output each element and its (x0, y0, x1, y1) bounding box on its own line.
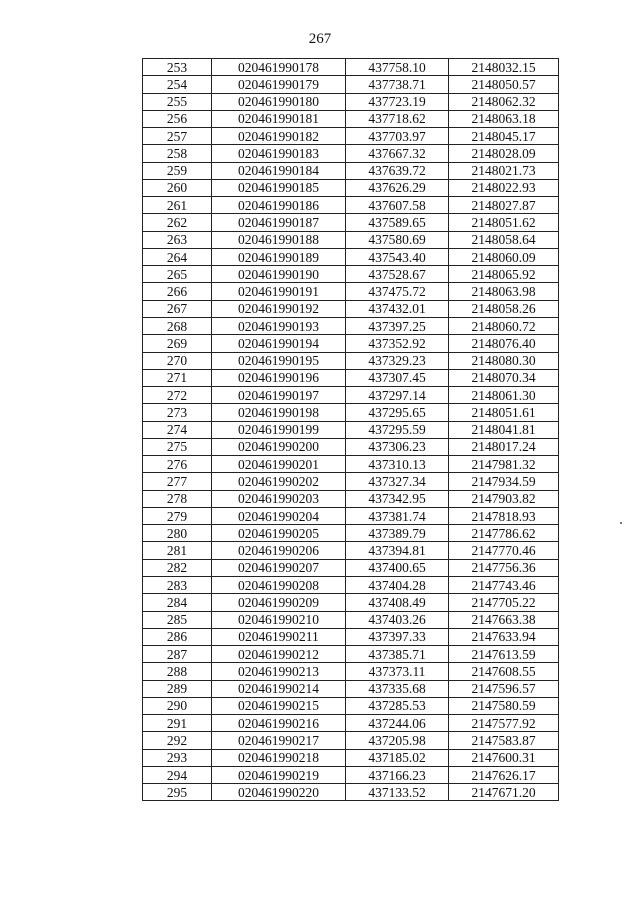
table-row (143, 369, 559, 386)
table-row (143, 749, 559, 766)
y-coordinate-cell: 2148063.18 (449, 110, 559, 127)
y-coordinate-cell: 2147596.57 (449, 680, 559, 697)
scan-speck (620, 522, 622, 524)
x-coordinate-cell: 437475.72 (346, 283, 449, 300)
x-coordinate-cell: 437373.11 (346, 663, 449, 680)
x-coordinate-cell: 437580.69 (346, 231, 449, 248)
x-coordinate-cell: 437381.74 (346, 507, 449, 524)
y-coordinate-cell: 2148027.87 (449, 197, 559, 214)
table-row (143, 404, 559, 421)
x-coordinate-cell: 437352.92 (346, 335, 449, 352)
x-coordinate-cell: 437639.72 (346, 162, 449, 179)
row-number-cell: 272 (143, 387, 212, 404)
point-id-cell: 020461990196 (212, 369, 346, 386)
coordinates-table (142, 58, 559, 801)
y-coordinate-cell: 2147626.17 (449, 766, 559, 783)
row-number-cell: 292 (143, 732, 212, 749)
point-id-cell: 020461990217 (212, 732, 346, 749)
x-coordinate-cell: 437307.45 (346, 369, 449, 386)
point-id-cell: 020461990208 (212, 576, 346, 593)
x-coordinate-cell: 437528.67 (346, 266, 449, 283)
y-coordinate-cell: 2148017.24 (449, 438, 559, 455)
table-row (143, 490, 559, 507)
y-coordinate-cell: 2147671.20 (449, 784, 559, 801)
point-id-cell: 020461990202 (212, 473, 346, 490)
x-coordinate-cell: 437306.23 (346, 438, 449, 455)
point-id-cell: 020461990186 (212, 197, 346, 214)
row-number-cell: 279 (143, 507, 212, 524)
y-coordinate-cell: 2147756.36 (449, 559, 559, 576)
table-row (143, 542, 559, 559)
y-coordinate-cell: 2147633.94 (449, 628, 559, 645)
y-coordinate-cell: 2147600.31 (449, 749, 559, 766)
table-row (143, 715, 559, 732)
x-coordinate-cell: 437607.58 (346, 197, 449, 214)
point-id-cell: 020461990185 (212, 179, 346, 196)
table-row (143, 76, 559, 93)
table-row (143, 525, 559, 542)
y-coordinate-cell: 2148076.40 (449, 335, 559, 352)
x-coordinate-cell: 437166.23 (346, 766, 449, 783)
y-coordinate-cell: 2148061.30 (449, 387, 559, 404)
table-row (143, 766, 559, 783)
row-number-cell: 269 (143, 335, 212, 352)
row-number-cell: 253 (143, 59, 212, 76)
point-id-cell: 020461990214 (212, 680, 346, 697)
row-number-cell: 284 (143, 594, 212, 611)
row-number-cell: 257 (143, 128, 212, 145)
table-row (143, 110, 559, 127)
x-coordinate-cell: 437703.97 (346, 128, 449, 145)
table-row (143, 680, 559, 697)
table-row (143, 732, 559, 749)
row-number-cell: 276 (143, 456, 212, 473)
y-coordinate-cell: 2147770.46 (449, 542, 559, 559)
point-id-cell: 020461990179 (212, 76, 346, 93)
x-coordinate-cell: 437397.33 (346, 628, 449, 645)
x-coordinate-cell: 437589.65 (346, 214, 449, 231)
x-coordinate-cell: 437205.98 (346, 732, 449, 749)
table-row (143, 507, 559, 524)
row-number-cell: 289 (143, 680, 212, 697)
y-coordinate-cell: 2147743.46 (449, 576, 559, 593)
point-id-cell: 020461990203 (212, 490, 346, 507)
point-id-cell: 020461990209 (212, 594, 346, 611)
x-coordinate-cell: 437389.79 (346, 525, 449, 542)
point-id-cell: 020461990181 (212, 110, 346, 127)
row-number-cell: 273 (143, 404, 212, 421)
point-id-cell: 020461990197 (212, 387, 346, 404)
x-coordinate-cell: 437285.53 (346, 697, 449, 714)
row-number-cell: 283 (143, 576, 212, 593)
y-coordinate-cell: 2147818.93 (449, 507, 559, 524)
table-row (143, 456, 559, 473)
x-coordinate-cell: 437185.02 (346, 749, 449, 766)
y-coordinate-cell: 2148060.09 (449, 248, 559, 265)
x-coordinate-cell: 437295.59 (346, 421, 449, 438)
point-id-cell: 020461990190 (212, 266, 346, 283)
y-coordinate-cell: 2148045.17 (449, 128, 559, 145)
point-id-cell: 020461990189 (212, 248, 346, 265)
table-row (143, 248, 559, 265)
row-number-cell: 266 (143, 283, 212, 300)
point-id-cell: 020461990211 (212, 628, 346, 645)
y-coordinate-cell: 2148080.30 (449, 352, 559, 369)
table-row (143, 317, 559, 334)
y-coordinate-cell: 2148062.32 (449, 93, 559, 110)
x-coordinate-cell: 437327.34 (346, 473, 449, 490)
table-row (143, 438, 559, 455)
y-coordinate-cell: 2148051.61 (449, 404, 559, 421)
page-number: 267 (308, 31, 332, 47)
x-coordinate-cell: 437403.26 (346, 611, 449, 628)
table-row (143, 594, 559, 611)
y-coordinate-cell: 2147786.62 (449, 525, 559, 542)
point-id-cell: 020461990184 (212, 162, 346, 179)
table-row (143, 231, 559, 248)
x-coordinate-cell: 437297.14 (346, 387, 449, 404)
point-id-cell: 020461990215 (212, 697, 346, 714)
table-row (143, 784, 559, 801)
table-row (143, 646, 559, 663)
row-number-cell: 286 (143, 628, 212, 645)
y-coordinate-cell: 2148051.62 (449, 214, 559, 231)
y-coordinate-cell: 2147580.59 (449, 697, 559, 714)
table-row (143, 352, 559, 369)
point-id-cell: 020461990206 (212, 542, 346, 559)
y-coordinate-cell: 2148070.34 (449, 369, 559, 386)
table-row (143, 421, 559, 438)
row-number-cell: 282 (143, 559, 212, 576)
table-row (143, 128, 559, 145)
x-coordinate-cell: 437133.52 (346, 784, 449, 801)
point-id-cell: 020461990200 (212, 438, 346, 455)
row-number-cell: 271 (143, 369, 212, 386)
point-id-cell: 020461990193 (212, 317, 346, 334)
y-coordinate-cell: 2148050.57 (449, 76, 559, 93)
table-row (143, 197, 559, 214)
x-coordinate-cell: 437404.28 (346, 576, 449, 593)
point-id-cell: 020461990210 (212, 611, 346, 628)
row-number-cell: 258 (143, 145, 212, 162)
row-number-cell: 259 (143, 162, 212, 179)
row-number-cell: 261 (143, 197, 212, 214)
point-id-cell: 020461990178 (212, 59, 346, 76)
row-number-cell: 264 (143, 248, 212, 265)
row-number-cell: 270 (143, 352, 212, 369)
point-id-cell: 020461990198 (212, 404, 346, 421)
row-number-cell: 281 (143, 542, 212, 559)
y-coordinate-cell: 2148028.09 (449, 145, 559, 162)
x-coordinate-cell: 437667.32 (346, 145, 449, 162)
row-number-cell: 262 (143, 214, 212, 231)
y-coordinate-cell: 2148021.73 (449, 162, 559, 179)
row-number-cell: 293 (143, 749, 212, 766)
y-coordinate-cell: 2147663.38 (449, 611, 559, 628)
x-coordinate-cell: 437432.01 (346, 300, 449, 317)
y-coordinate-cell: 2147981.32 (449, 456, 559, 473)
row-number-cell: 268 (143, 317, 212, 334)
table-row (143, 300, 559, 317)
y-coordinate-cell: 2148063.98 (449, 283, 559, 300)
point-id-cell: 020461990192 (212, 300, 346, 317)
x-coordinate-cell: 437408.49 (346, 594, 449, 611)
point-id-cell: 020461990205 (212, 525, 346, 542)
table-row (143, 335, 559, 352)
point-id-cell: 020461990188 (212, 231, 346, 248)
x-coordinate-cell: 437758.10 (346, 59, 449, 76)
row-number-cell: 287 (143, 646, 212, 663)
row-number-cell: 290 (143, 697, 212, 714)
x-coordinate-cell: 437543.40 (346, 248, 449, 265)
point-id-cell: 020461990216 (212, 715, 346, 732)
y-coordinate-cell: 2147705.22 (449, 594, 559, 611)
x-coordinate-cell: 437394.81 (346, 542, 449, 559)
table-row (143, 697, 559, 714)
table-row (143, 59, 559, 76)
table-row (143, 283, 559, 300)
y-coordinate-cell: 2148032.15 (449, 59, 559, 76)
row-number-cell: 254 (143, 76, 212, 93)
y-coordinate-cell: 2148060.72 (449, 317, 559, 334)
table-row (143, 179, 559, 196)
table-row (143, 663, 559, 680)
x-coordinate-cell: 437342.95 (346, 490, 449, 507)
point-id-cell: 020461990220 (212, 784, 346, 801)
table-row (143, 628, 559, 645)
point-id-cell: 020461990207 (212, 559, 346, 576)
row-number-cell: 291 (143, 715, 212, 732)
point-id-cell: 020461990182 (212, 128, 346, 145)
row-number-cell: 294 (143, 766, 212, 783)
y-coordinate-cell: 2147934.59 (449, 473, 559, 490)
point-id-cell: 020461990194 (212, 335, 346, 352)
table-row (143, 266, 559, 283)
row-number-cell: 278 (143, 490, 212, 507)
point-id-cell: 020461990201 (212, 456, 346, 473)
row-number-cell: 277 (143, 473, 212, 490)
x-coordinate-cell: 437718.62 (346, 110, 449, 127)
table-row (143, 214, 559, 231)
row-number-cell: 280 (143, 525, 212, 542)
point-id-cell: 020461990199 (212, 421, 346, 438)
table-row (143, 576, 559, 593)
table-row (143, 93, 559, 110)
y-coordinate-cell: 2148065.92 (449, 266, 559, 283)
row-number-cell: 256 (143, 110, 212, 127)
point-id-cell: 020461990204 (212, 507, 346, 524)
point-id-cell: 020461990195 (212, 352, 346, 369)
y-coordinate-cell: 2147583.87 (449, 732, 559, 749)
point-id-cell: 020461990218 (212, 749, 346, 766)
point-id-cell: 020461990180 (212, 93, 346, 110)
y-coordinate-cell: 2147613.59 (449, 646, 559, 663)
table-row (143, 473, 559, 490)
y-coordinate-cell: 2148041.81 (449, 421, 559, 438)
row-number-cell: 255 (143, 93, 212, 110)
table-row (143, 162, 559, 179)
row-number-cell: 260 (143, 179, 212, 196)
x-coordinate-cell: 437244.06 (346, 715, 449, 732)
row-number-cell: 295 (143, 784, 212, 801)
table-row (143, 145, 559, 162)
y-coordinate-cell: 2148058.26 (449, 300, 559, 317)
y-coordinate-cell: 2147903.82 (449, 490, 559, 507)
y-coordinate-cell: 2147608.55 (449, 663, 559, 680)
row-number-cell: 285 (143, 611, 212, 628)
x-coordinate-cell: 437400.65 (346, 559, 449, 576)
x-coordinate-cell: 437310.13 (346, 456, 449, 473)
x-coordinate-cell: 437335.68 (346, 680, 449, 697)
row-number-cell: 275 (143, 438, 212, 455)
point-id-cell: 020461990212 (212, 646, 346, 663)
y-coordinate-cell: 2148022.93 (449, 179, 559, 196)
x-coordinate-cell: 437397.25 (346, 317, 449, 334)
y-coordinate-cell: 2147577.92 (449, 715, 559, 732)
point-id-cell: 020461990213 (212, 663, 346, 680)
x-coordinate-cell: 437626.29 (346, 179, 449, 196)
x-coordinate-cell: 437738.71 (346, 76, 449, 93)
point-id-cell: 020461990183 (212, 145, 346, 162)
row-number-cell: 265 (143, 266, 212, 283)
row-number-cell: 288 (143, 663, 212, 680)
row-number-cell: 263 (143, 231, 212, 248)
table-row (143, 387, 559, 404)
x-coordinate-cell: 437295.65 (346, 404, 449, 421)
point-id-cell: 020461990219 (212, 766, 346, 783)
table-row (143, 611, 559, 628)
table-body (143, 59, 559, 801)
y-coordinate-cell: 2148058.64 (449, 231, 559, 248)
x-coordinate-cell: 437723.19 (346, 93, 449, 110)
point-id-cell: 020461990187 (212, 214, 346, 231)
x-coordinate-cell: 437329.23 (346, 352, 449, 369)
table-row (143, 559, 559, 576)
point-id-cell: 020461990191 (212, 283, 346, 300)
row-number-cell: 274 (143, 421, 212, 438)
x-coordinate-cell: 437385.71 (346, 646, 449, 663)
row-number-cell: 267 (143, 300, 212, 317)
